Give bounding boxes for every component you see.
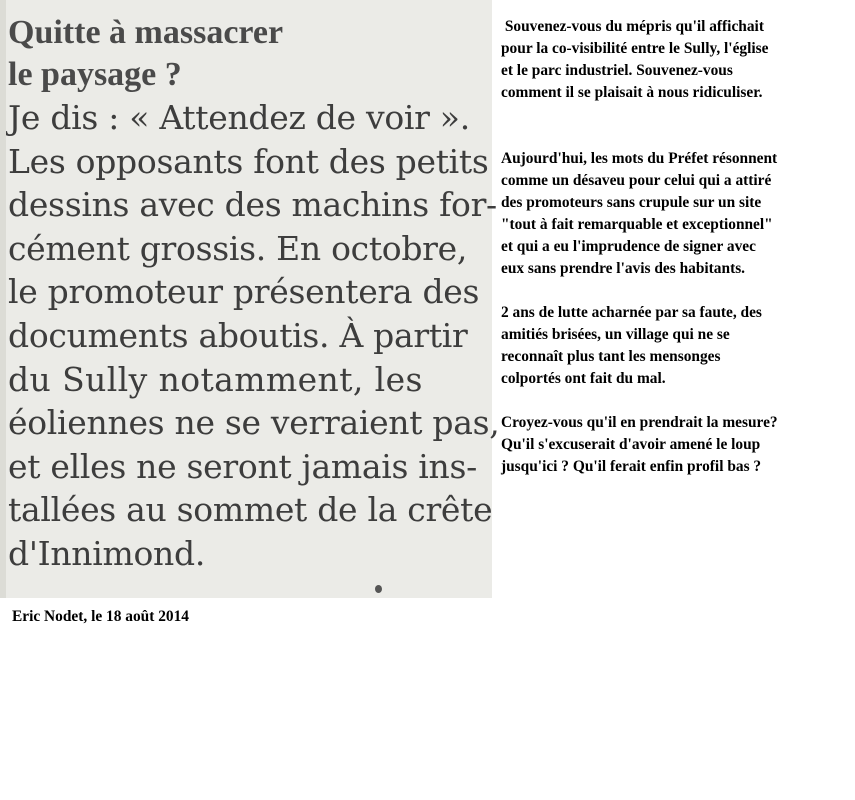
paragraph-spacer (501, 104, 846, 148)
clipping-body-line: documents aboutis. À partir (8, 315, 468, 355)
commentary-line: et qui a eu l'imprudence de signer avec (501, 238, 756, 255)
clipping-body-line: du Sully notamment, les (8, 359, 423, 399)
commentary-line: "tout à fait remarquable et exceptionnel" (501, 216, 773, 233)
commentary-line: amitiés brisées, un village qui ne se (501, 326, 730, 343)
signature-line: Eric Nodet, le 18 août 2014 (12, 608, 189, 625)
clipping-edge-shadow (0, 0, 6, 598)
clipping-body-line: tallées au sommet de la crête (8, 490, 493, 530)
paragraph-spacer (501, 280, 846, 302)
headline-line: le paysage ? (8, 56, 182, 93)
clipping-body (8, 96, 500, 576)
clipping-body-line: d'Innimond. (8, 533, 206, 573)
clipping-body-line: le promoteur présentera des (8, 272, 480, 312)
paragraph-spacer (501, 390, 846, 412)
commentary-line: pour la co-visibilité entre le Sully, l'église (501, 40, 769, 57)
commentary-text (501, 16, 846, 478)
clipping-body-line: cément grossis. En octobre, (8, 228, 468, 268)
commentary-paragraph-4 (501, 412, 846, 478)
commentary-line: et le parc industriel. Souvenez-vous (501, 62, 733, 79)
commentary-line: Qu'il s'excuserait d'avoir amené le loup (501, 436, 761, 453)
commentary-line: eux sans prendre l'avis des habitants. (501, 260, 746, 277)
commentary-line: Aujourd'hui, les mots du Préfet résonnent (501, 150, 778, 167)
commentary-line: des promoteurs sans crupule sur un site (501, 194, 762, 211)
commentary-line: Souvenez-vous du mépris qu'il affichait (501, 18, 764, 35)
headline-line: Quitte à massacrer (8, 14, 284, 51)
clipping-body-line: et elles ne seront jamais ins- (8, 446, 478, 486)
clipping-body-line: Je dis : « Attendez de voir ». (8, 98, 470, 137)
commentary-paragraph-1 (501, 16, 846, 104)
clipping-body-line: éoliennes ne se verraient pas, (8, 403, 500, 443)
commentary-line: comment il se plaisait à nous ridiculiser. (501, 84, 763, 101)
commentary-line: reconnaît plus tant les mensonges (501, 348, 721, 365)
commentary-line: 2 ans de lutte acharnée par sa faute, des (501, 304, 762, 321)
commentary-line: comme un désaveu pour celui qui a attiré (501, 172, 772, 189)
clipping-body-line: dessins avec des machins for- (8, 185, 497, 225)
commentary-line: colportés ont fait du mal. (501, 370, 666, 387)
commentary-paragraph-3 (501, 302, 846, 390)
clipping-body-line: Les opposants font des petits (8, 141, 489, 181)
commentary-line: Croyez-vous qu'il en prendrait la mesure? (501, 414, 778, 431)
clipping-ink-dot (375, 585, 382, 593)
commentary-paragraph-2 (501, 148, 846, 280)
newspaper-clipping-image (0, 0, 500, 598)
commentary-line: jusqu'ici ? Qu'il ferait enfin profil bas ? (501, 458, 762, 475)
clipping-headline (8, 12, 492, 96)
